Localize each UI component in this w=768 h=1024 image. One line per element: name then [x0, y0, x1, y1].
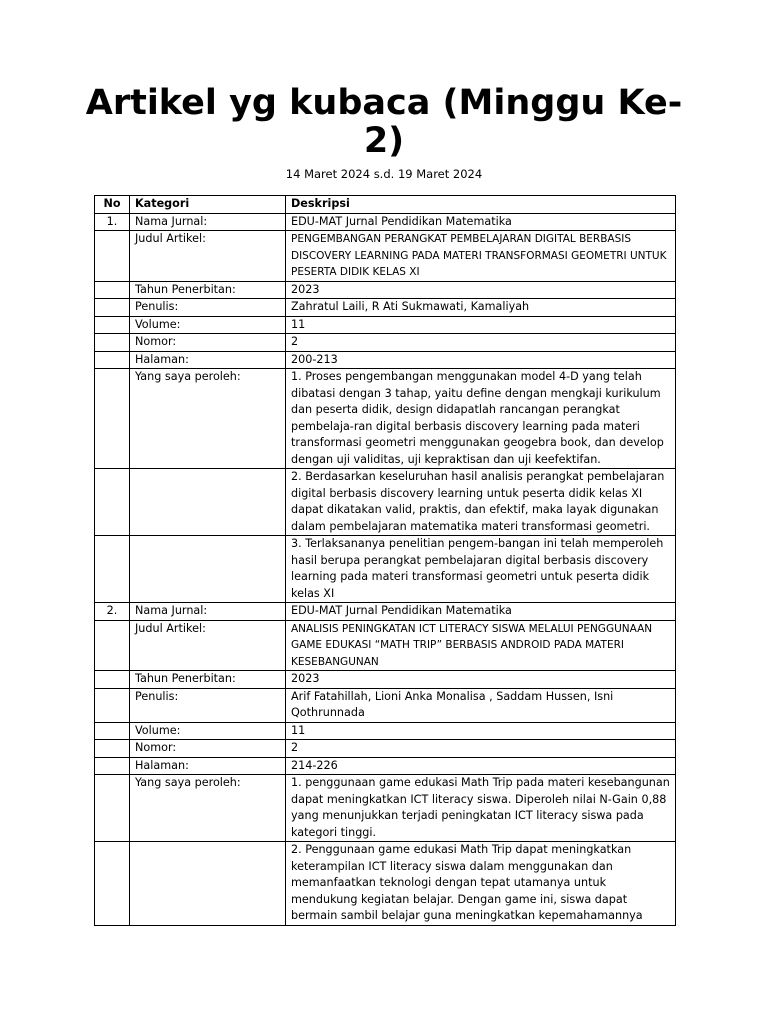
row-label: Penulis:: [130, 299, 286, 317]
empty-cell: [95, 722, 130, 740]
row-value: PENGEMBANGAN PERANGKAT PEMBELAJARAN DIGITAL BERBASIS DISCOVERY LEARNING PADA MATERI TRANSFORMASI GEOMETRI UNTUK PESERTA DIDIK KELAS XI: [286, 231, 676, 282]
row-label: Tahun Penerbitan:: [130, 671, 286, 689]
empty-cell: [95, 351, 130, 369]
article-number: 1.: [95, 213, 130, 231]
table-row: [95, 281, 676, 299]
row-label: Tahun Penerbitan:: [130, 281, 286, 299]
document-title: Artikel yg kubaca (Minggu Ke-2): [85, 83, 683, 161]
empty-cell: [95, 740, 130, 758]
row-label: Volume:: [130, 316, 286, 334]
table-row: [95, 842, 676, 926]
finding-item: 2. Berdasarkan keseluruhan hasil analisis perangkat pembelajaran digital berbasis discovery learning untuk peserta didik kelas XI dapat dikatakan valid, praktis, dan efektif, maka layak digunakan dalam pembelajaran matematika materi transformasi geometri.: [286, 469, 676, 536]
row-value: 11: [286, 722, 676, 740]
table-row: [95, 299, 676, 317]
row-value: EDU-MAT Jurnal Pendidikan Matematika: [286, 213, 676, 231]
row-label: Nomor:: [130, 334, 286, 352]
row-value: 11: [286, 316, 676, 334]
table-row: [95, 316, 676, 334]
table-row: [95, 775, 676, 842]
row-value: Zahratul Laili, R Ati Sukmawati, Kamaliyah: [286, 299, 676, 317]
finding-item: 1. penggunaan game edukasi Math Trip pada materi kesebangunan dapat meningkatkan ICT literacy siswa. Diperoleh nilai N-Gain 0,88 yang menunjukkan terjadi peningkatan ICT literacy siswa pada kategori tinggi.: [286, 775, 676, 842]
empty-cell: [95, 469, 130, 536]
finding-item: 1. Proses pengembangan menggunakan model 4-D yang telah dibatasi dengan 3 tahap, yaitu define dengan mengkaji kurikulum dan peserta didik, design didapatlah rancangan perangkat pembelaja-ran digital berbasis discovery learning pada materi transformasi geometri menggunakan geogebra book, dan develop dengan uji validitas, uji kepraktisan dan uji keefektifan.: [286, 369, 676, 469]
row-value: 2023: [286, 671, 676, 689]
empty-cell: [95, 757, 130, 775]
table-row: [95, 671, 676, 689]
empty-cell: [130, 469, 286, 536]
table-row: [95, 334, 676, 352]
empty-cell: [95, 316, 130, 334]
empty-cell: [95, 620, 130, 671]
empty-cell: [130, 842, 286, 926]
findings-label: Yang saya peroleh:: [130, 369, 286, 469]
row-label: Halaman:: [130, 351, 286, 369]
table-row: [95, 351, 676, 369]
row-label: Nama Jurnal:: [130, 213, 286, 231]
empty-cell: [95, 334, 130, 352]
row-label: Judul Artikel:: [130, 620, 286, 671]
row-label: Penulis:: [130, 688, 286, 722]
row-label: Nama Jurnal:: [130, 603, 286, 621]
table-row: [95, 722, 676, 740]
table-row: [95, 603, 676, 621]
table-row: [95, 740, 676, 758]
row-value: 2: [286, 740, 676, 758]
table-row: [95, 620, 676, 671]
empty-cell: [95, 231, 130, 282]
table-row: [95, 688, 676, 722]
row-value: 214-226: [286, 757, 676, 775]
empty-cell: [95, 842, 130, 926]
table-row: [95, 213, 676, 231]
empty-cell: [95, 299, 130, 317]
table-row: [95, 536, 676, 603]
empty-cell: [95, 369, 130, 469]
finding-item: 3. Terlaksananya penelitian pengem-bangan ini telah memperoleh hasil berupa perangkat pembelajaran digital berbasis discovery learning pada materi transformasi geometri untuk peserta didik kelas XI: [286, 536, 676, 603]
row-value: Arif Fatahillah, Lioni Anka Monalisa , Saddam Hussen, Isni Qothrunnada: [286, 688, 676, 722]
row-value: 2: [286, 334, 676, 352]
row-label: Nomor:: [130, 740, 286, 758]
row-value: ANALISIS PENINGKATAN ICT LITERACY SISWA MELALUI PENGGUNAAN GAME EDUKASI “MATH TRIP” BERBASIS ANDROID PADA MATERI KESEBANGUNAN: [286, 620, 676, 671]
article-number: 2.: [95, 603, 130, 621]
empty-cell: [95, 775, 130, 842]
table-row: [95, 231, 676, 282]
header-deskripsi: Deskripsi: [286, 196, 676, 214]
article-table: [94, 195, 676, 926]
row-label: Halaman:: [130, 757, 286, 775]
empty-cell: [95, 688, 130, 722]
finding-item: 2. Penggunaan game edukasi Math Trip dapat meningkatkan keterampilan ICT literacy siswa dalam menggunakan dan memanfaatkan teknologi dengan tepat utamanya untuk mendukung kegiatan belajar. Dengan game ini, siswa dapat bermain sambil belajar guna meningkatkan kepemahamannya: [286, 842, 676, 926]
table-row: [95, 757, 676, 775]
empty-cell: [95, 281, 130, 299]
header-no: No: [95, 196, 130, 214]
row-value: 2023: [286, 281, 676, 299]
header-kategori: Kategori: [130, 196, 286, 214]
empty-cell: [95, 536, 130, 603]
empty-cell: [130, 536, 286, 603]
article-table-body: [95, 213, 676, 925]
empty-cell: [95, 671, 130, 689]
row-label: Judul Artikel:: [130, 231, 286, 282]
row-value: EDU-MAT Jurnal Pendidikan Matematika: [286, 603, 676, 621]
date-range: 14 Maret 2024 s.d. 19 Maret 2024: [285, 167, 483, 181]
table-row: [95, 469, 676, 536]
row-value: 200-213: [286, 351, 676, 369]
table-row: [95, 369, 676, 469]
table-header-row: [95, 196, 676, 214]
row-label: Volume:: [130, 722, 286, 740]
findings-label: Yang saya peroleh:: [130, 775, 286, 842]
